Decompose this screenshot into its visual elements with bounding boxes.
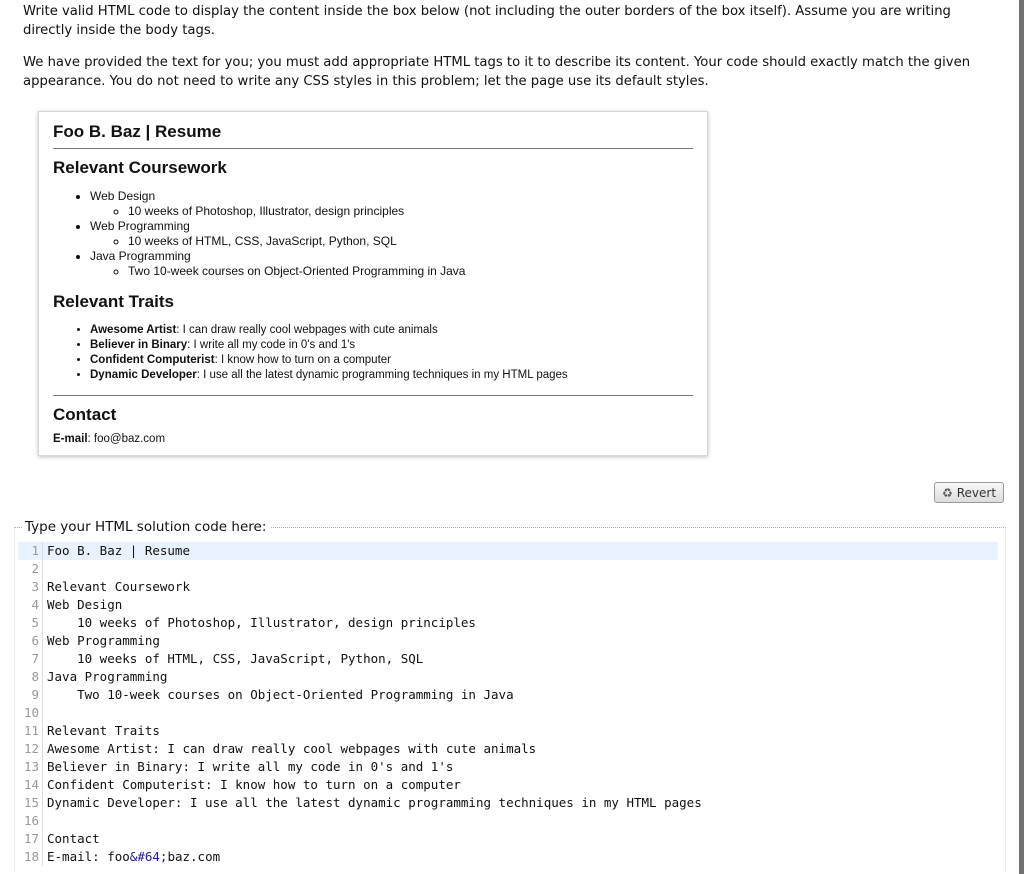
- code-text: Relevant Coursework: [47, 579, 190, 594]
- code-line[interactable]: [18, 722, 998, 740]
- code-text: Contact: [47, 831, 100, 846]
- code-line[interactable]: [18, 614, 998, 632]
- trait-name: Dynamic Developer: [90, 369, 197, 381]
- course-name: Java Programming: [90, 249, 191, 263]
- course-item: [90, 189, 693, 219]
- line-number: 6: [31, 633, 39, 648]
- code-line[interactable]: [18, 812, 998, 830]
- trait-item: [90, 338, 693, 353]
- line-number: 10: [23, 705, 39, 720]
- line-number: 2: [31, 561, 39, 576]
- code-text: Two 10-week courses on Object-Oriented Programming in Java: [47, 687, 514, 702]
- course-item: [90, 249, 693, 279]
- course-name: Web Design: [90, 189, 156, 203]
- code-text: Believer in Binary: I write all my code in 0's and 1's: [47, 759, 454, 774]
- line-number: 9: [31, 687, 39, 702]
- line-number: 8: [31, 669, 39, 684]
- trait-name: Believer in Binary: [90, 339, 188, 351]
- revert-icon: ♻: [941, 485, 953, 500]
- revert-label: Revert: [956, 485, 997, 500]
- page-right-border: [1019, 0, 1024, 874]
- code-text-suffix: baz.com: [167, 849, 221, 864]
- code-line[interactable]: [18, 650, 998, 668]
- trait-desc: : I use all the latest dynamic programming techniques in my HTML pages: [196, 369, 568, 381]
- preview-divider-top: [53, 148, 693, 149]
- trait-name: Awesome Artist: [90, 324, 177, 336]
- code-text-prefix: E-mail: foo: [47, 849, 130, 864]
- trait-desc: : I know how to turn on a computer: [214, 354, 392, 366]
- preview-contact-heading: Contact: [53, 405, 117, 424]
- code-line[interactable]: [18, 686, 998, 704]
- code-text: Web Programming: [47, 633, 160, 648]
- problem-instructions: [23, 3, 993, 105]
- code-line[interactable]: [18, 794, 998, 812]
- line-number: 15: [23, 795, 39, 810]
- course-name: Web Programming: [90, 219, 190, 233]
- trait-desc: : I write all my code in 0's and 1's: [187, 339, 356, 351]
- trait-item: [90, 353, 693, 368]
- email-label: E-mail: [53, 433, 88, 445]
- code-text: Confident Computerist: I know how to turn on a computer: [47, 777, 461, 792]
- instruction-paragraph-1: Write valid HTML code to display the content inside the box below (not including the outer borders of the box itself). Assume you are writing directly inside the body tags.: [23, 4, 951, 38]
- code-text: [47, 848, 220, 866]
- line-number: 5: [31, 615, 39, 630]
- code-line[interactable]: [18, 560, 998, 578]
- code-line[interactable]: [18, 848, 998, 866]
- line-number: 17: [23, 831, 39, 846]
- code-text: Java Programming: [47, 669, 168, 684]
- course-detail: ◦ 10 weeks of Photoshop, Illustrator, design principles: [128, 204, 693, 219]
- code-line[interactable]: [18, 596, 998, 614]
- line-number: 1: [31, 543, 39, 558]
- code-text: Dynamic Developer: I use all the latest dynamic programming techniques in my HTML pages: [47, 795, 702, 810]
- line-number: 4: [31, 597, 39, 612]
- code-line[interactable]: [18, 542, 998, 560]
- code-line[interactable]: [18, 578, 998, 596]
- line-number: 3: [31, 579, 39, 594]
- line-number: 7: [31, 651, 39, 666]
- code-line[interactable]: [18, 776, 998, 794]
- code-editor[interactable]: [18, 542, 1006, 874]
- email-value: : foo@baz.com: [87, 433, 166, 445]
- code-text: Foo B. Baz | Resume: [47, 543, 190, 558]
- code-line[interactable]: [18, 830, 998, 848]
- solution-legend: Type your HTML solution code here:: [22, 518, 270, 536]
- expected-output-preview: [38, 111, 708, 456]
- code-text: 10 weeks of HTML, CSS, JavaScript, Python, SQL: [47, 651, 424, 666]
- code-line[interactable]: [18, 668, 998, 686]
- trait-name: Confident Computerist: [90, 354, 215, 366]
- preview-coursework-heading: Relevant Coursework: [53, 158, 227, 177]
- course-detail: ◦ 10 weeks of HTML, CSS, JavaScript, Python, SQL: [128, 234, 693, 249]
- line-number: 18: [23, 849, 39, 864]
- preview-coursework-list: [53, 189, 693, 279]
- instruction-paragraph-2: We have provided the text for you; you must add appropriate HTML tags to it to describe its content. Your code should exactly match the given appearance. You do not need to write any CSS styles in this problem; let the page use its default styles.: [23, 55, 971, 89]
- line-number: 13: [23, 759, 39, 774]
- preview-email-line: [53, 432, 693, 446]
- line-number: 12: [23, 741, 39, 756]
- trait-desc: : I can draw really cool webpages with cute animals: [176, 324, 438, 336]
- preview-traits-heading: Relevant Traits: [53, 292, 174, 311]
- code-line[interactable]: [18, 632, 998, 650]
- trait-item: [90, 323, 693, 338]
- code-text: Relevant Traits: [47, 723, 160, 738]
- code-text: Web Design: [47, 597, 123, 612]
- code-line[interactable]: [18, 704, 998, 722]
- code-text: Awesome Artist: I can draw really cool webpages with cute animals: [47, 741, 537, 756]
- code-text: 10 weeks of Photoshop, Illustrator, design principles: [47, 615, 476, 630]
- preview-traits-list: [53, 323, 693, 383]
- line-number: 14: [23, 777, 39, 792]
- revert-button[interactable]: [934, 482, 1004, 503]
- trait-item: [90, 368, 693, 383]
- preview-title: Foo B. Baz | Resume: [53, 122, 222, 141]
- code-line[interactable]: [18, 740, 998, 758]
- course-detail: ◦ Two 10-week courses on Object-Oriented Programming in Java: [128, 264, 693, 279]
- line-number: 16: [23, 813, 39, 828]
- line-number: 11: [23, 723, 39, 738]
- course-item: [90, 219, 693, 249]
- preview-divider-bottom: [53, 395, 693, 396]
- code-entity: &#64;: [129, 849, 168, 864]
- code-line[interactable]: [18, 758, 998, 776]
